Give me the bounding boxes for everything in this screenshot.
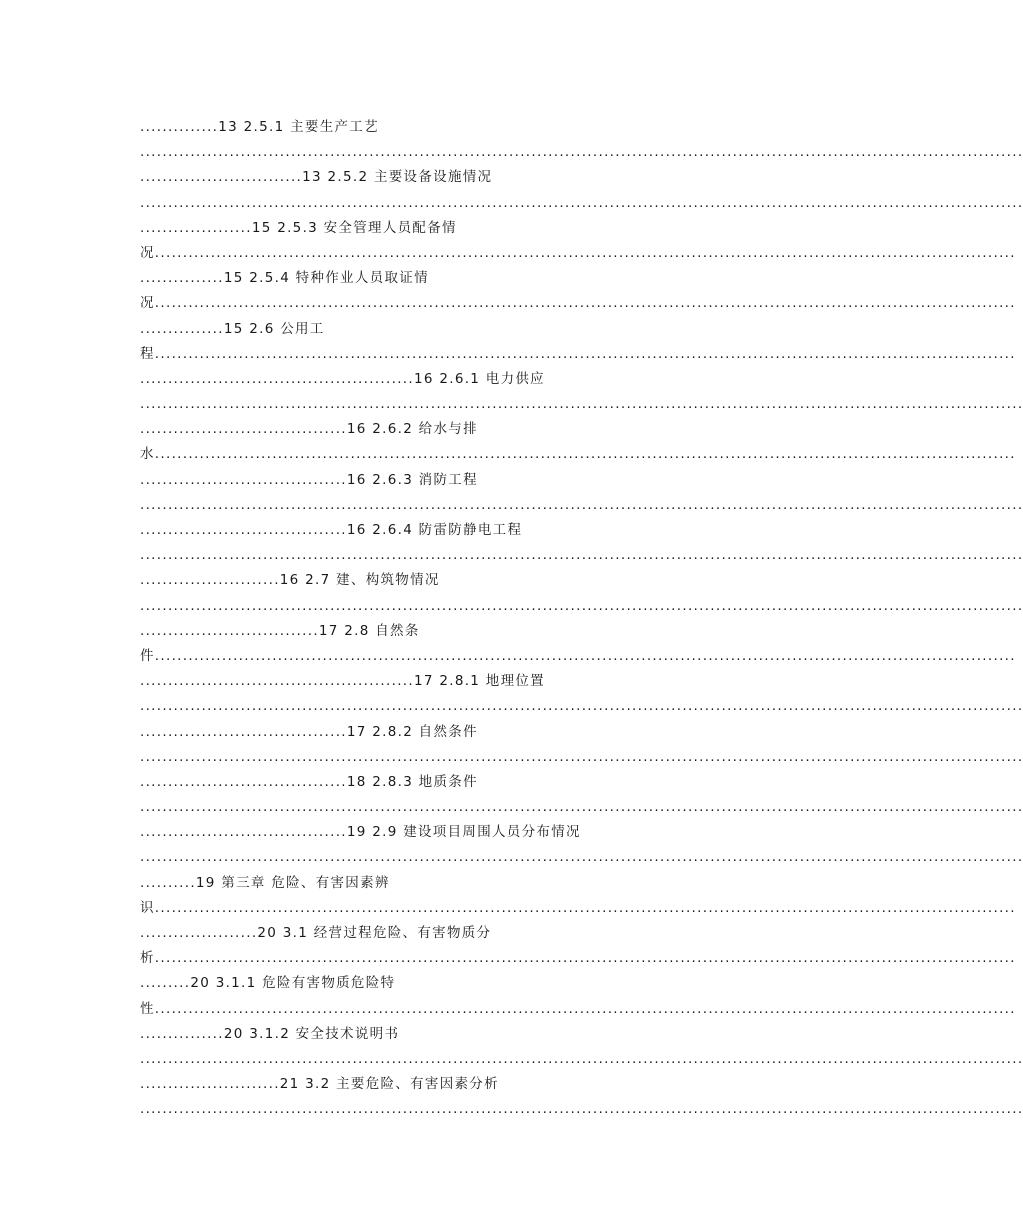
toc-line: ..........19 第三章 危险、有害因素辨 [140, 874, 390, 891]
toc-line: .............................................................................................................................................................. [140, 396, 1023, 413]
toc-line: .........................16 2.7 建、构筑物情况 [140, 572, 440, 589]
toc-line: 程.......................................................................................................................................................... [140, 345, 1016, 362]
toc-line: .................................................16 2.6.1 电力供应 [140, 370, 545, 387]
toc-line: ...............15 2.5.4 特种作业人员取证情 [140, 270, 429, 287]
toc-line: ..............13 2.5.1 主要生产工艺 [140, 119, 379, 135]
toc-line: .........................21 3.2 主要危险、有害因素分析 [140, 1076, 499, 1093]
toc-line: ................................17 2.8 自然条 [140, 622, 420, 639]
toc-line: 件.......................................................................................................................................................... [140, 647, 1016, 664]
toc-line: .............................................................................................................................................................. [140, 597, 1023, 614]
toc-line: .............................................................................................................................................................. [140, 698, 1023, 715]
toc-line: ....................15 2.5.3 安全管理人员配备情 [140, 219, 457, 236]
toc-line: .................................................17 2.8.1 地理位置 [140, 673, 545, 690]
toc-line: .............................................................................................................................................................. [140, 496, 1023, 513]
toc-line: .............................13 2.5.2 主要设备设施情况 [140, 169, 493, 186]
toc-line: ...............20 3.1.2 安全技术说明书 [140, 1025, 400, 1042]
toc-page [140, 115, 1023, 1123]
toc-line: .............................................................................................................................................................. [140, 799, 1023, 816]
toc-line: .............................................................................................................................................................. [140, 849, 1023, 866]
toc-line: .............................................................................................................................................................. [140, 547, 1023, 564]
toc-line: .....................................18 2.8.3 地质条件 [140, 773, 478, 790]
toc-line: 识.......................................................................................................................................................... [140, 899, 1016, 916]
toc-line: .....................................16 2.6.2 给水与排 [140, 421, 478, 438]
toc-line: .............................................................................................................................................................. [140, 1101, 1023, 1118]
toc-line: .....................................16 2.6.4 防雷防静电工程 [140, 522, 523, 538]
toc-line: 况.......................................................................................................................................................... [140, 244, 1016, 261]
toc-line: .....................20 3.1 经营过程危险、有害物质分 [140, 925, 492, 941]
toc-line: .....................................16 2.6.3 消防工程 [140, 471, 478, 488]
toc-line: ...............15 2.6 公用工 [140, 320, 325, 337]
toc-line: .....................................17 2.8.2 自然条件 [140, 723, 478, 740]
toc-line: .............................................................................................................................................................. [140, 144, 1023, 161]
toc-line: .............................................................................................................................................................. [140, 194, 1023, 211]
toc-line: .............................................................................................................................................................. [140, 748, 1023, 765]
toc-line: .............................................................................................................................................................. [140, 1050, 1023, 1067]
toc-line: 性.......................................................................................................................................................... [140, 1000, 1016, 1017]
toc-line: .........20 3.1.1 危险有害物质危险特 [140, 975, 396, 992]
toc-line: 水.......................................................................................................................................................... [140, 446, 1016, 463]
toc-line: 况.......................................................................................................................................................... [140, 295, 1016, 312]
toc-line: 析.......................................................................................................................................................... [140, 950, 1016, 967]
toc-line: .....................................19 2.9 建设项目周围人员分布情况 [140, 824, 581, 841]
